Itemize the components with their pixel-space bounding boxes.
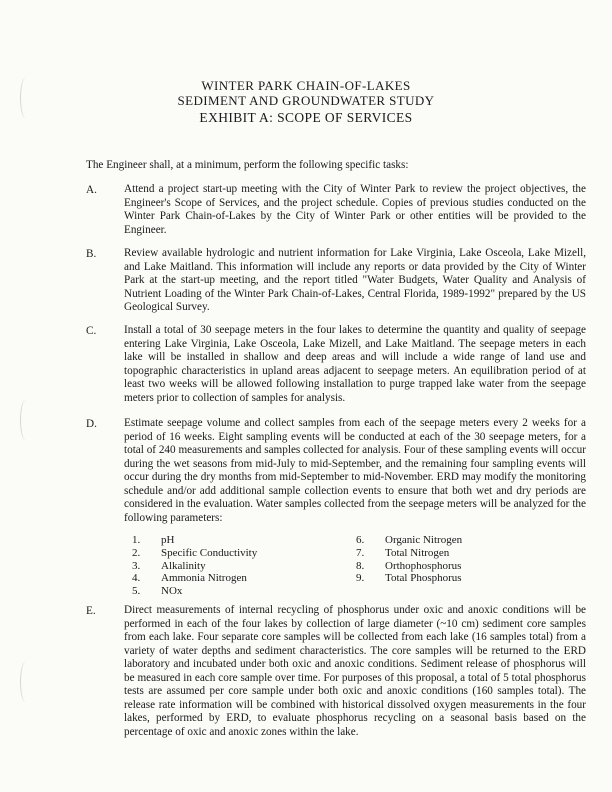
task-letter: C. [86,325,97,337]
parameter-column-left [132,534,257,598]
parameter-item [356,534,462,547]
parameter-name: Ammonia Nitrogen [161,572,247,585]
parameter-item [132,585,257,598]
parameter-item [132,560,257,573]
task-text: Review available hydrologic and nutrient information for Lake Virginia, Lake Osceola, Lake Mizell, and Lake Maitland. This information will include any reports or data provided by the City of Winter Park at the start-up meeting, and the report titled "Water Budgets, Water Quality and Analysis of Nutrient Loading of the Winter Park Chain-of-Lakes, Central Florida, 1989-1992" prepared by the US Geological Survey. [124,247,586,313]
parameter-number: 2. [132,546,141,559]
parameter-item [356,547,462,560]
parameter-number: 5. [132,585,141,598]
parameter-number: 7. [356,546,365,559]
task-letter: D. [86,418,97,430]
parameter-name: NOx [161,585,183,598]
task-letter: A. [86,184,97,196]
binder-hole-mark [20,400,31,440]
parameter-name: Specific Conductivity [161,546,258,559]
parameter-number: 8. [356,559,365,572]
task-text: Attend a project start-up meeting with the City of Winter Park to review the project objectives, the Engineer's Scope of Services, and the project schedule. Copies of previous studies conducted on the Winter Park Chain-of-Lakes by the City of Winter Park or other entities will be provided to the Engineer. [124,183,586,236]
task-letter: E. [86,605,96,617]
document-title-line1: WINTER PARK CHAIN-OF-LAKES [201,78,411,93]
parameter-item [132,547,257,560]
task-text: Direct measurements of internal recycling of phosphorus under oxic and anoxic conditions will be performed in each of the four lakes by collection of large diameter (~10 cm) sediment core samples from each lake. Four separate core samples will be collected from each lake (16 samples total) from a variety of water depths and sediment characteristics. The core samples will be returned to the ERD laboratory and incubated under both oxic and anoxic conditions. Sediment release of phosphorus will be measured in each core sample over time. For purposes of this proposal, a total of 5 total phosphorus tests are assumed per core sample under both oxic and anoxic conditions (160 samples total). The release rate information will be combined with historical dissolved oxygen measurements in the four lakes, performed by ERD, to evaluate phosphorus recycling on a seasonal basis based on the percentage of oxic and anoxic zones within the lake. [124,604,586,738]
task-letter: B. [86,248,97,260]
parameter-number: 9. [356,572,365,585]
parameter-number: 1. [132,534,141,546]
task-text: Install a total of 30 seepage meters in the four lakes to determine the quantity and quality of seepage entering Lake Virginia, Lake Osceola, Lake Mizell, and Lake Maitland. The seepage meters in each lake will be installed in shallow and deep areas and will include a wide range of land use and topographic characteristics in upland areas adjacent to seepage meters. An equilibration period of at least two weeks will be allowed following installation to purge trapped lake water from the seepage meters prior to collection of samples for analysis. [124,324,586,404]
intro-paragraph: The Engineer shall, at a minimum, perform the following specific tasks: [86,159,409,171]
task-text: Estimate seepage volume and collect samples from each of the seepage meters every 2 weeks for a period of 16 weeks. Eight sampling events will be conducted at each of the 30 seepage meters, for a total of 240 measurements and samples collected for analysis. Four of these sampling events will occur during the wet seasons from mid-July to mid-September, and the remaining four sampling events will occur during the dry months from mid-September to mid-November. ERD may modify the monitoring schedule and/or add additional sample collection events to ensure that both wet and dry periods are considered in the evaluation. Water samples collected from the seepage meters will be analyzed for the following parameters: [124,417,586,524]
parameter-item [132,534,257,547]
parameter-number: 4. [132,572,141,585]
parameter-column-right [356,534,462,585]
parameter-name: Total Nitrogen [385,546,450,559]
exhibit-heading: EXHIBIT A: SCOPE OF SERVICES [199,110,413,125]
parameter-number: 3. [132,559,141,572]
parameter-number: 6. [356,534,365,546]
parameter-item [356,560,462,573]
document-title-line2: SEDIMENT AND GROUNDWATER STUDY [177,93,435,108]
parameter-name: Orthophosphorus [385,559,462,572]
parameter-item [356,572,462,585]
parameter-name: pH [161,534,175,546]
parameter-item [132,572,257,585]
binder-hole-mark [20,662,31,702]
parameter-name: Organic Nitrogen [385,534,463,546]
parameter-name: Alkalinity [161,559,206,572]
parameter-name: Total Phosphorus [385,572,462,585]
